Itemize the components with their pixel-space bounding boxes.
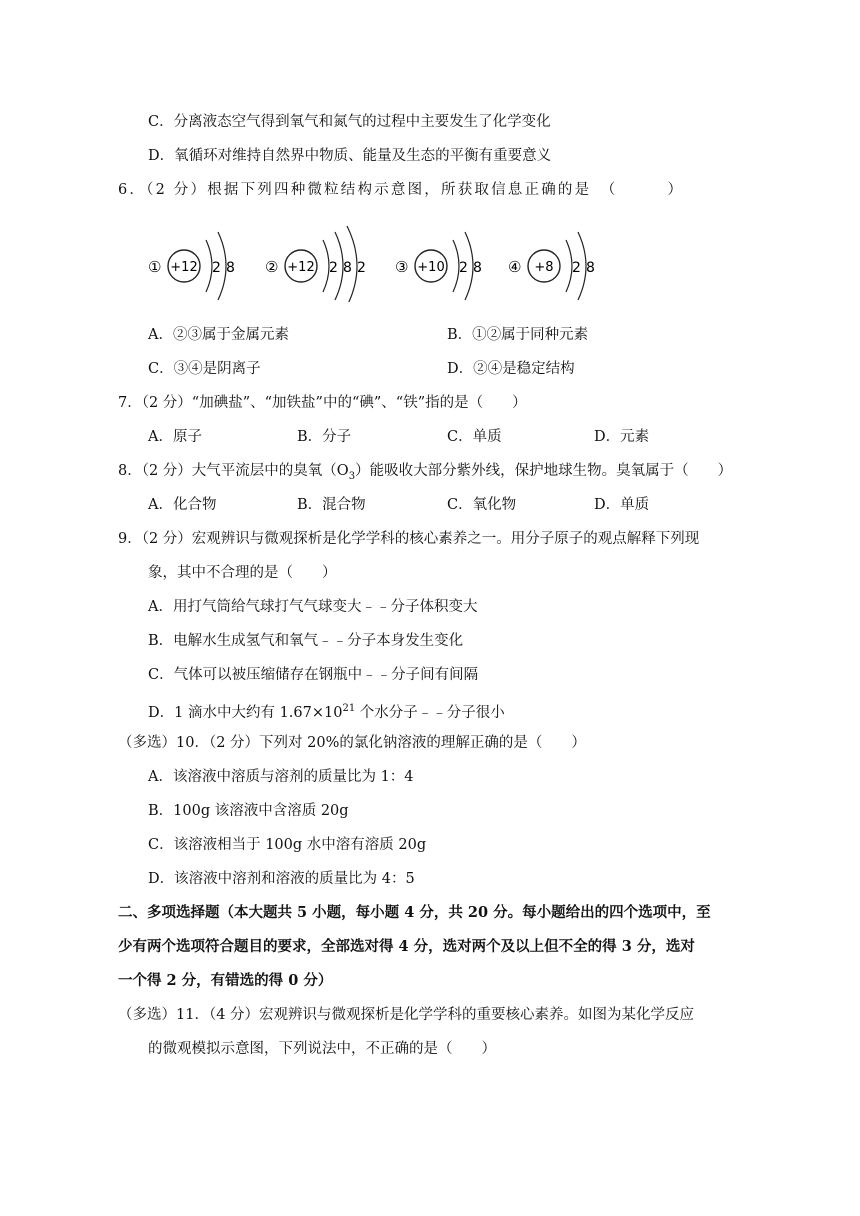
atom-2-nucleus: +12 [287, 260, 315, 275]
q7-option-d: D．元素 [594, 429, 650, 445]
q10-option-a: A．该溶液中溶质与溶剂的质量比为 1：4 [148, 769, 414, 785]
q6-option-d: D．②④是稳定结构 [447, 361, 575, 377]
q5-option-d: D．氧循环对维持自然界中物质、能量及生态的平衡有重要意义 [148, 148, 552, 164]
q10-stem: （多选）10．（2 分）下列对 20%的氯化钠溶液的理解正确的是（ ） [118, 735, 586, 751]
q6-option-c: C．③④是阴离子 [148, 361, 261, 377]
q9-option-d: D．1 滴水中大约有 $1.67\times 10^{21}$ 个水分子﹣﹣分子很小 [148, 703, 505, 721]
q6-option-b: B．①②属于同种元素 [447, 327, 589, 343]
atom-2-shell-2: 8 [343, 260, 352, 276]
q8-option-d: D．单质 [594, 497, 650, 513]
section-2-heading-line2: 少有两个选项符合题目的要求，全部选对得 4 分，选对两个及以上但不全的得 3 分，选对 [118, 938, 695, 955]
q9-stem-line1: 9．（2 分）宏观辨识与微观探析是化学学科的核心素养之一。用分子原子的观点解释下列现 [118, 531, 700, 547]
q5-option-c: C．分离液态空气得到氧气和氮气的过程中主要发生了化学变化 [148, 114, 551, 130]
atom-4-label: ④ [508, 258, 522, 276]
atom-4-nucleus: +8 [534, 260, 554, 275]
atom-1-shell-1: 2 [212, 260, 221, 276]
q9-option-b: B．电解水生成氢气和氧气﹣﹣分子本身发生变化 [148, 633, 464, 649]
atom-1-nucleus: +12 [170, 260, 198, 275]
q6-option-a: A．②③属于金属元素 [148, 327, 289, 343]
atom-diagram-4 [506, 222, 656, 302]
q8-option-a: A．化合物 [148, 497, 217, 513]
q11-stem-line2: 的微观模拟示意图，下列说法中，不正确的是（ ） [148, 1041, 496, 1057]
atom-3-shell-1: 2 [459, 260, 468, 276]
atom-2-shell-3: 2 [357, 260, 366, 276]
q10-option-c: C．该溶液相当于 100g 水中溶有溶质 20g [148, 837, 427, 853]
atom-4-shell-1: 2 [572, 260, 581, 276]
q11-stem-line1: （多选）11．（4 分）宏观辨识与微观探析是化学学科的重要核心素养。如图为某化学反应 [118, 1007, 695, 1023]
q7-stem: 7．（2 分）“加碘盐”、“加铁盐”中的“碘”、“铁”指的是（ ） [118, 395, 527, 411]
atom-3-label: ③ [395, 258, 409, 276]
atom-3-nucleus: +10 [417, 260, 445, 275]
atom-4-shell-2: 8 [586, 260, 595, 276]
q10-option-d: D．该溶液中溶剂和溶液的质量比为 4：5 [148, 871, 415, 887]
q7-option-a: A．原子 [148, 429, 202, 445]
q9-option-c: C．气体可以被压缩储存在钢瓶中﹣﹣分子间有间隔 [148, 667, 479, 683]
q7-option-c: C．单质 [447, 429, 502, 445]
q8-option-c: C．氧化物 [447, 497, 517, 513]
atom-3-shell-2: 8 [473, 260, 482, 276]
section-2-heading-line3: 一个得 2 分，有错选的得 0 分） [118, 972, 333, 989]
q10-option-b: B．100g 该溶液中含溶质 20g [148, 803, 349, 819]
section-2-heading-line1: 二、多项选择题（本大题共 5 小题，每小题 4 分，共 20 分。每小题给出的四个选项中，至 [118, 904, 711, 921]
atom-1-shell-2: 8 [226, 260, 235, 276]
q8-stem: 8．（2 分）大气平流层中的臭氧$(O_3)$能吸收大部分紫外线，保护地球生物。臭氧属于（ ） [118, 463, 733, 482]
q8-option-b: B．混合物 [297, 497, 366, 513]
atom-diagram-2 [263, 222, 413, 302]
atom-2-label: ② [265, 258, 279, 276]
q9-option-a: A．用打气筒给气球打气气球变大﹣﹣分子体积变大 [148, 599, 478, 615]
q9-stem-line2: 象，其中不合理的是（ ） [148, 565, 337, 581]
q6-stem: 6．（2 分）根据下列四种微粒结构示意图，所获取信息正确的是 （ ） [118, 182, 685, 198]
q7-option-b: B．分子 [297, 429, 352, 445]
atom-1-label: ① [148, 258, 162, 276]
atom-2-shell-1: 2 [329, 260, 338, 276]
